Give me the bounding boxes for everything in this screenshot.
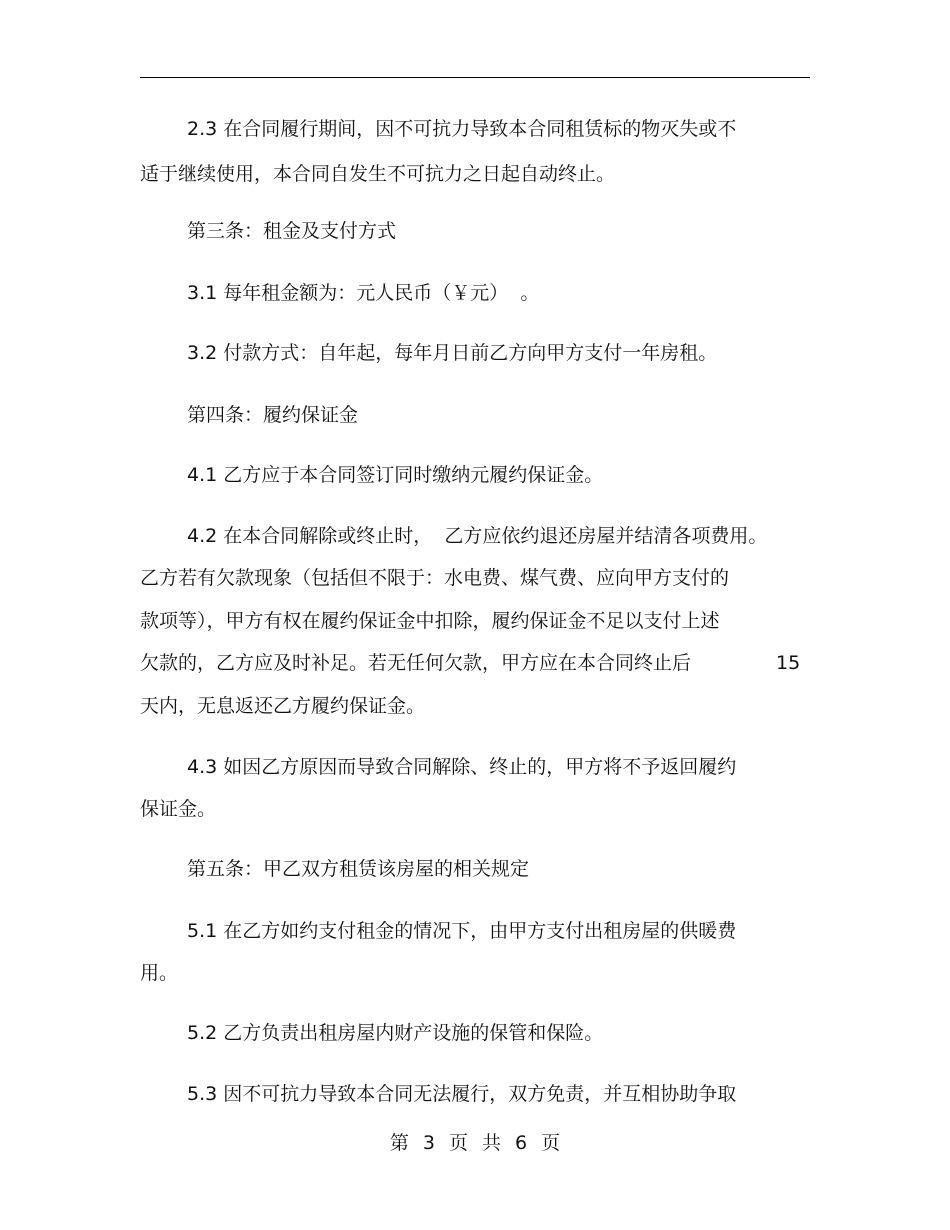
- section-heading: 第四条：履约保证金: [187, 404, 359, 426]
- text-line: 天内，无息返还乙方履约保证金。: [140, 695, 426, 717]
- footer-prefix: 第: [389, 1132, 409, 1154]
- text-line: 5.1 在乙方如约支付租金的情况下，由甲方支付出租房屋的供暖费: [187, 920, 737, 942]
- footer-suffix: 页: [541, 1132, 561, 1154]
- total-pages: 6: [515, 1132, 528, 1154]
- text-line: 3.1 每年租金额为：元人民币（￥元） 。: [187, 282, 540, 304]
- text-line: 适于继续使用，本合同自发生不可抗力之日起自动终止。: [140, 163, 616, 185]
- page-number: 3: [422, 1132, 435, 1154]
- section-heading: 第五条：甲乙双方租赁该房屋的相关规定: [187, 858, 530, 880]
- text-line: 款项等），甲方有权在履约保证金中扣除，履约保证金不足以支付上述: [140, 610, 720, 632]
- text-line: 4.3 如因乙方原因而导致合同解除、终止的，甲方将不予返回履约: [187, 756, 737, 778]
- text-line: 欠款的，乙方应及时补足。若无任何欠款，甲方应在本合同终止后: [140, 652, 692, 674]
- text-line: 4.2 在本合同解除或终止时， 乙方应依约退还房屋并结清各项费用。: [187, 525, 768, 547]
- footer-page-word: 页: [448, 1132, 468, 1154]
- page-footer: [0, 1131, 950, 1155]
- text-line: 用。: [140, 962, 179, 984]
- text-line: 4.1 乙方应于本合同签订同时缴纳元履约保证金。: [187, 464, 604, 486]
- text-line: 3.2 付款方式：自年起，每年月日前乙方向甲方支付一年房租。: [187, 342, 718, 364]
- text-line: 保证金。: [140, 798, 217, 820]
- text-line: 乙方若有欠款现象（包括但不限于：水电费、煤气费、应向甲方支付的: [140, 567, 730, 589]
- text-line: 2.3 在合同履行期间，因不可抗力导致本合同租赁标的物灭失或不: [187, 118, 737, 140]
- text-line: 5.3 因不可抗力导致本合同无法履行，双方免责，并互相协助争取: [187, 1083, 737, 1105]
- text-line: 5.2 乙方负责出租房屋内财产设施的保管和保险。: [187, 1022, 604, 1044]
- section-heading: 第三条：租金及支付方式: [187, 220, 397, 242]
- header-rule: [140, 77, 810, 78]
- text-line-number: 15: [776, 652, 801, 674]
- footer-total-word: 共: [482, 1132, 502, 1154]
